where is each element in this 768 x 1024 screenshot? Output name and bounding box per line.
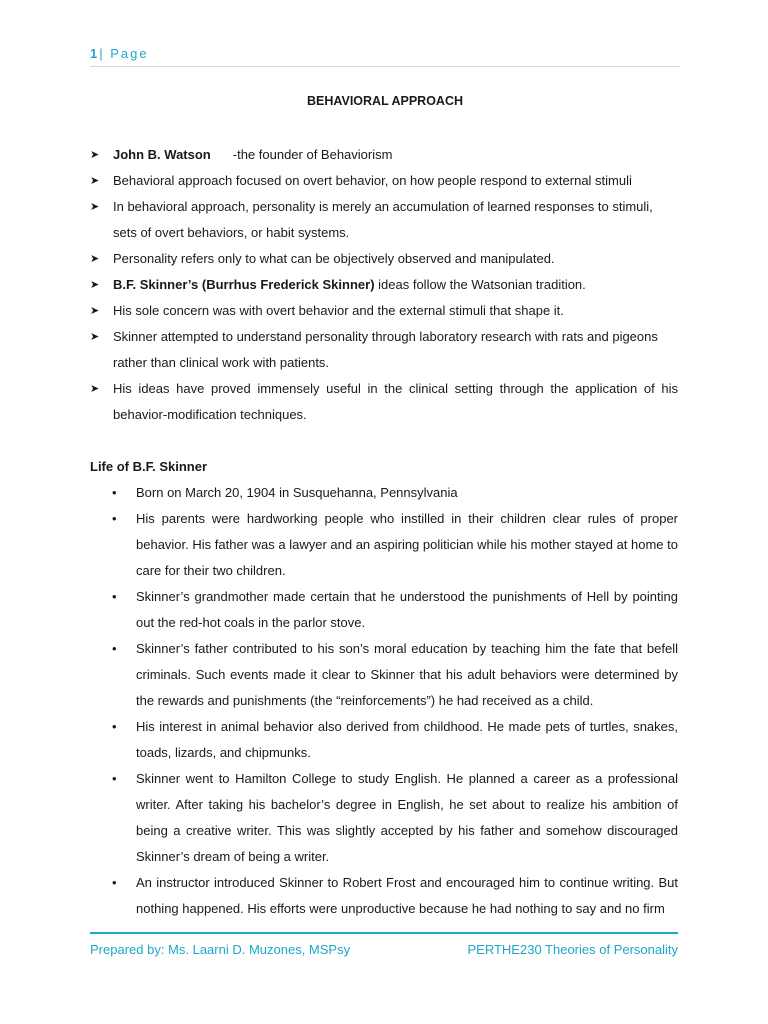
list-item <box>90 142 678 168</box>
item-text: Skinner went to Hamilton College to study English. He planned a career as a professional writer. After taking his bachelor’s degree in English, he set about to realize his ambition of being a creative writer. This was slightly accepted by his father and somehow discouraged Skinner’s dream of being a writer. <box>136 771 678 864</box>
page-title: BEHAVIORAL APPROACH <box>306 94 464 108</box>
arrowhead-bullet-icon: ➤ <box>90 383 100 395</box>
item-text: -the founder of Behaviorism <box>232 147 393 162</box>
dot-bullet-icon: • <box>112 511 117 526</box>
item-bold-text: John B. Watson <box>113 147 211 162</box>
dot-bullet-icon: • <box>112 719 117 734</box>
item-text: His ideas have proved immensely useful in the clinical setting through the application of his behavior-modification techniques. <box>113 381 678 422</box>
list-item <box>90 636 678 714</box>
arrowhead-bullet-icon: ➤ <box>90 331 100 343</box>
list-item <box>90 324 678 376</box>
list-item <box>90 194 678 246</box>
list-item <box>90 480 678 506</box>
list-item <box>90 298 678 324</box>
arrowhead-bullet-icon: ➤ <box>90 175 100 187</box>
item-text: Skinner’s grandmother made certain that he understood the punishments of Hell by pointing out the red-hot coals in the parlor stove. <box>136 589 678 630</box>
item-text: Skinner attempted to understand personality through laboratory research with rats and pigeons rather than clinical work with patients. <box>113 329 658 370</box>
footer-author: Prepared by: Ms. Laarni D. Muzones, MSPsy <box>90 942 351 957</box>
footer-course: PERTHE230 Theories of Personality <box>467 942 678 957</box>
list-item <box>90 584 678 636</box>
list-item <box>90 714 678 766</box>
item-text: An instructor introduced Skinner to Robert Frost and encouraged him to continue writing. But nothing happened. His efforts were unproductive because he had nothing to say and no firm <box>136 875 678 916</box>
arrowhead-bullet-icon: ➤ <box>90 253 100 265</box>
dot-bullet-icon: • <box>112 641 117 656</box>
list-item <box>90 870 678 922</box>
page-header <box>90 46 680 67</box>
arrowhead-bullet-icon: ➤ <box>90 201 100 213</box>
arrowhead-bullet-icon: ➤ <box>90 305 100 317</box>
item-text: ideas follow the Watsonian tradition. <box>374 277 586 292</box>
item-bold-text: B.F. Skinner’s (Burrhus Frederick Skinner) <box>113 277 375 292</box>
page-number: 1 <box>90 46 98 61</box>
arrowhead-bullet-icon: ➤ <box>90 149 100 161</box>
header-separator: | <box>99 46 103 61</box>
list-item <box>90 766 678 870</box>
item-text: His parents were hardworking people who instilled in their children clear rules of proper behavior. His father was a lawyer and an aspiring politician while his mother stayed at home to care for their two children. <box>136 511 678 578</box>
page-label: Page <box>110 46 149 61</box>
dot-bullet-icon: • <box>112 589 117 604</box>
list-item <box>90 376 678 428</box>
list-item <box>90 246 678 272</box>
item-text: Personality refers only to what can be objectively observed and manipulated. <box>113 251 555 266</box>
arrowhead-bullet-icon: ➤ <box>90 279 100 291</box>
item-text: His interest in animal behavior also derived from childhood. He made pets of turtles, snakes, toads, lizards, and chipmunks. <box>136 719 678 760</box>
item-text: In behavioral approach, personality is merely an accumulation of learned responses to stimuli, sets of overt behaviors, or habit systems. <box>113 199 653 240</box>
item-text: Behavioral approach focused on overt behavior, on how people respond to external stimuli <box>113 173 632 188</box>
document-body <box>90 142 678 922</box>
item-text: Born on March 20, 1904 in Susquehanna, Pennsylvania <box>136 485 458 500</box>
approach-list <box>90 142 678 428</box>
dot-bullet-icon: • <box>112 771 117 786</box>
dot-bullet-icon: • <box>112 485 117 500</box>
page-footer <box>90 932 678 957</box>
list-item <box>90 272 678 298</box>
life-list <box>90 480 678 922</box>
list-item <box>90 168 678 194</box>
dot-bullet-icon: • <box>112 875 117 890</box>
list-item <box>90 506 678 584</box>
item-text: Skinner’s father contributed to his son’s moral education by teaching him the fate that befell criminals. Such events made it clear to Skinner that his adult behaviors were determined by the rewards and punishments (the “reinforcements”) he had received as a child. <box>136 641 678 708</box>
section-heading: Life of B.F. Skinner <box>90 459 208 474</box>
item-text: His sole concern was with overt behavior and the external stimuli that shape it. <box>113 303 564 318</box>
